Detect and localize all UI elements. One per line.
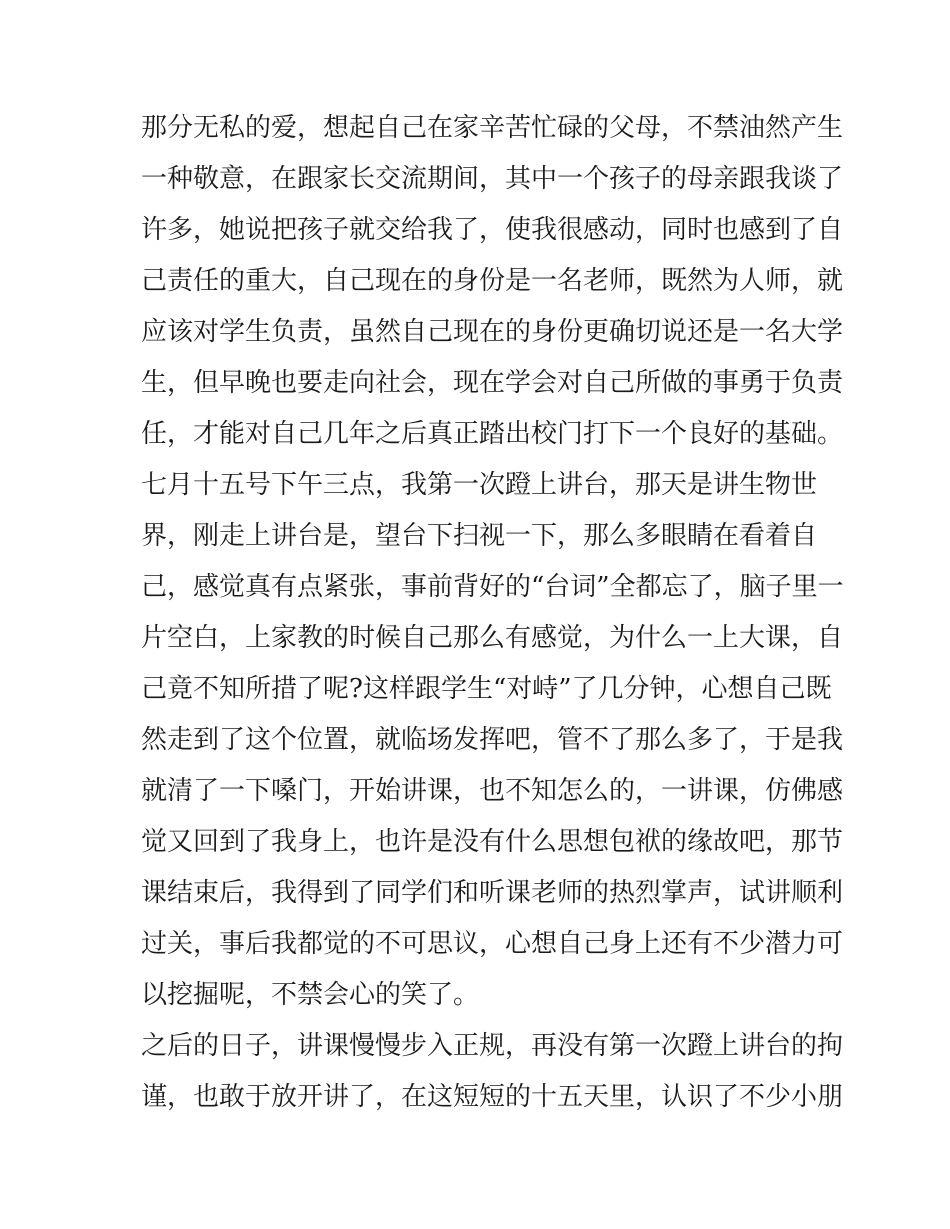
text-line: 就清了一下嗓门，开始讲课，也不知怎么的，一讲课，仿佛感 — [141, 776, 844, 806]
text-line: 课结束后，我得到了同学们和听课老师的热烈掌声，试讲顺利 — [141, 878, 844, 908]
text-line: 谨，也敢于放开讲了，在这短短的十五天里，认识了不少小朋 — [141, 1082, 844, 1112]
text-line: 那分无私的爱，想起自己在家辛苦忙碌的父母，不禁油然产生 — [141, 113, 844, 143]
text-line: 之后的日子，讲课慢慢步入正规，再没有第一次蹬上讲台的拘 — [141, 1031, 844, 1061]
text-line: 界，刚走上讲台是，望台下扫视一下，那么多眼睛在看着自 — [141, 521, 818, 551]
text-line: 许多，她说把孩子就交给我了，使我很感动，同时也感到了自 — [141, 215, 844, 245]
text-line: 以挖掘呢，不禁会心的笑了。 — [141, 980, 480, 1010]
text-line: 应该对学生负责，虽然自己现在的身份更确切说还是一名大学 — [141, 317, 844, 347]
body-text — [141, 103, 844, 1123]
text-line: 一种敬意，在跟家长交流期间，其中一个孩子的母亲跟我谈了 — [141, 164, 844, 194]
text-line: 七月十五号下午三点，我第一次蹬上讲台，那天是讲生物世 — [141, 470, 818, 500]
text-line: 觉又回到了我身上，也许是没有什么思想包袱的缘故吧，那节 — [141, 827, 844, 857]
text-line: 然走到了这个位置，就临场发挥吧，管不了那么多了，于是我 — [141, 725, 844, 755]
text-line: 任，才能对自己几年之后真正踏出校门打下一个良好的基础。 — [141, 419, 844, 449]
text-line: 己竟不知所措了呢?这样跟学生“对峙”了几分钟，心想自己既 — [141, 674, 832, 704]
text-line: 己，感觉真有点紧张，事前背好的“台词”全都忘了，脑子里一 — [141, 572, 844, 602]
text-line: 己责任的重大，自己现在的身份是一名老师，既然为人师，就 — [141, 266, 844, 296]
text-line: 过关，事后我都觉的不可思议，心想自己身上还有不少潜力可 — [141, 929, 844, 959]
text-line: 生，但早晚也要走向社会，现在学会对自己所做的事勇于负责 — [141, 368, 844, 398]
text-line: 片空白，上家教的时候自己那么有感觉，为什么一上大课，自 — [141, 623, 844, 653]
